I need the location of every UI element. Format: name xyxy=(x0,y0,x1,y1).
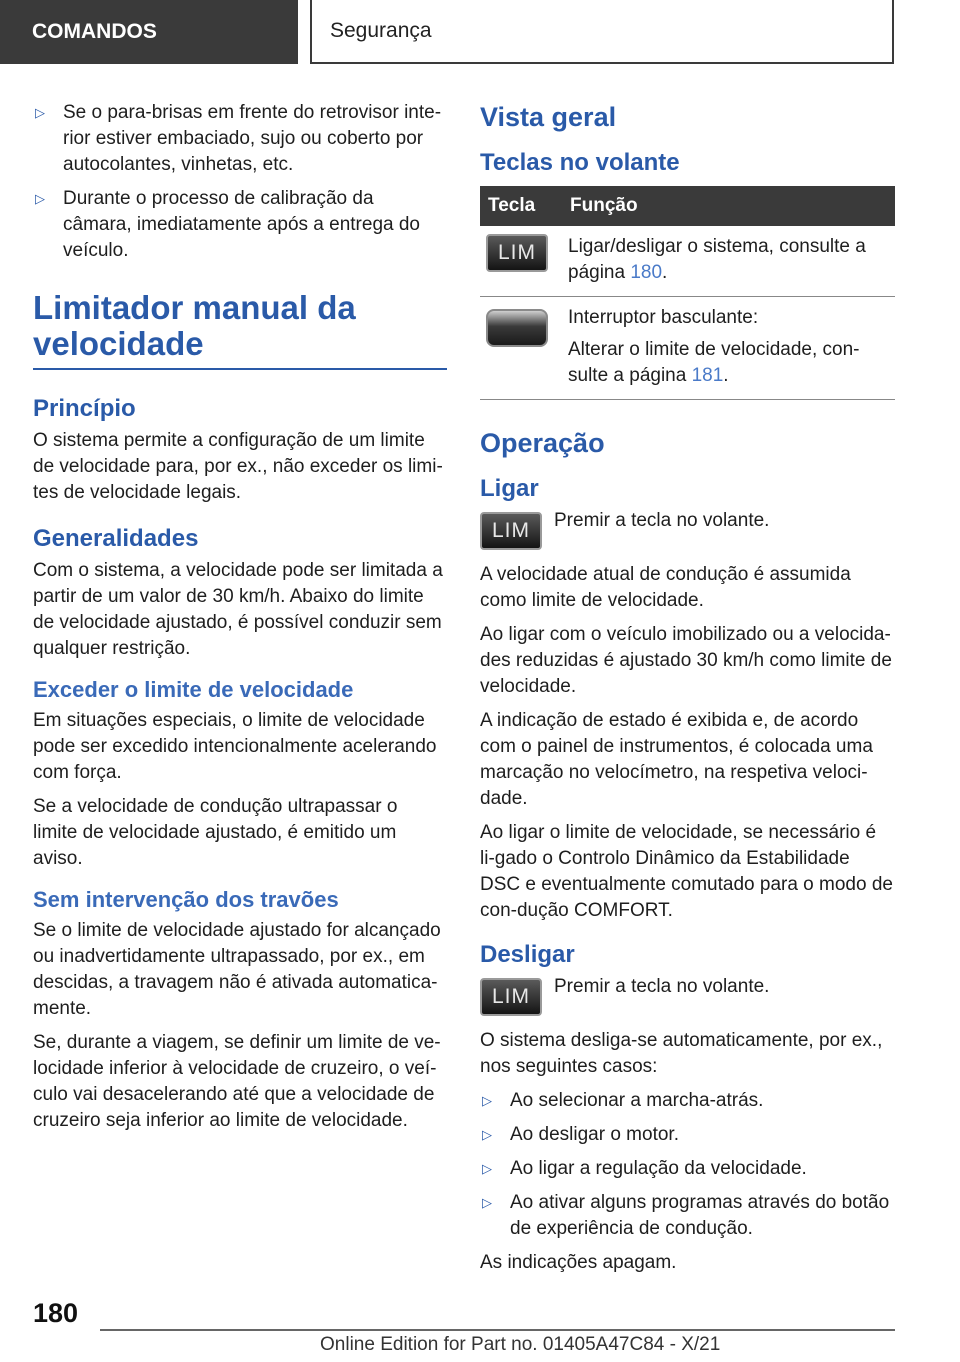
function-end: . xyxy=(662,262,668,283)
desligar-instruction xyxy=(480,974,895,1016)
ligar-text-3: A indicação de estado é exibida e, de acordo com o painel de instrumentos, é colocada uma marcação no velocímetro, na respetiva veloci-dade. xyxy=(480,710,873,809)
teclas-heading: Teclas no volante xyxy=(480,149,680,176)
exceder-text-2: Se a velocidade de condução ultrapassar o limite de velocidade ajustado, é emitido um aviso. xyxy=(33,796,398,869)
ligar-text-1: A velocidade atual de condução é assumida como limite de velocidade. xyxy=(480,564,851,611)
table-cell-icon xyxy=(480,297,562,400)
sem-travoes-text-1: Se o limite de velocidade ajustado for alcançado ou inadvertidamente ultrapassado, por ex., em descidas, a travagem não é ativada automatica-mente. xyxy=(33,920,441,1019)
list-item xyxy=(480,1088,895,1114)
desligar-text-1: O sistema desliga-se automaticamente, por ex., nos seguintes casos: xyxy=(480,1030,883,1077)
table-row xyxy=(480,297,895,400)
list-item-text: Ao ativar alguns programas através do botão de experiência de condução. xyxy=(510,1192,890,1239)
lim-button-icon: LIM xyxy=(480,978,542,1016)
function-text: Ligar/desligar o sistema, consulte a página xyxy=(568,236,866,283)
page-title: Limitador manual da velocidade xyxy=(33,289,356,362)
rocker-switch-icon xyxy=(486,309,548,347)
operacao-heading: Operação xyxy=(480,428,605,458)
vista-geral-heading: Vista geral xyxy=(480,102,617,132)
list-item-text: Ao desligar o motor. xyxy=(510,1124,679,1145)
lim-button-icon: LIM xyxy=(486,234,548,272)
desligar-heading: Desligar xyxy=(480,941,575,968)
right-column xyxy=(480,100,895,1284)
list-item xyxy=(33,100,447,178)
list-item-text: Durante o processo de calibração da câmara, imediatamente após a entrega do veículo. xyxy=(63,188,420,261)
list-item xyxy=(480,1190,895,1242)
chapter-tab xyxy=(0,0,298,64)
keys-table xyxy=(480,186,895,400)
ligar-text-2: Ao ligar com o veículo imobilizado ou a velocida-des reduzidas é ajustado 30 km/h como limite de velocidade. xyxy=(480,624,892,697)
generalidades-heading: Generalidades xyxy=(33,525,199,552)
list-item-text: Ao selecionar a marcha-atrás. xyxy=(510,1090,764,1111)
triangle-bullet-icon: ▷ xyxy=(482,1195,492,1210)
lim-button-icon: LIM xyxy=(480,512,542,550)
triangle-bullet-icon: ▷ xyxy=(482,1127,492,1142)
table-cell-function xyxy=(562,226,895,297)
left-column xyxy=(33,100,447,1142)
page-link[interactable]: 180 xyxy=(630,262,663,283)
column-header-funcao: Função xyxy=(562,186,895,226)
triangle-bullet-icon: ▷ xyxy=(482,1161,492,1176)
ligar-text-4: Ao ligar o limite de velocidade, se necessário é li-gado o Controlo Dinâmico da Estabilidade DSC e eventualmente comutado para o modo de con-dução COMFORT. xyxy=(480,822,893,921)
list-item xyxy=(480,1156,895,1182)
principio-heading: Princípio xyxy=(33,395,136,422)
principio-text: O sistema permite a configuração de um limite de velocidade para, por ex., não exceder os limi-tes de velocidade legais. xyxy=(33,430,443,503)
triangle-bullet-icon: ▷ xyxy=(35,191,45,206)
section-tab xyxy=(310,0,894,64)
exceder-heading: Exceder o limite de velocidade xyxy=(33,677,354,702)
list-item xyxy=(480,1122,895,1148)
ligar-instruction xyxy=(480,508,895,550)
desligar-instruction-text: Premir a tecla no volante. xyxy=(554,976,770,997)
ligar-instruction-text: Premir a tecla no volante. xyxy=(554,510,770,531)
table-cell-icon xyxy=(480,226,562,297)
generalidades-text: Com o sistema, a velocidade pode ser limitada a partir de um valor de 30 km/h. Abaixo do limite de velocidade ajustado, é possível conduzir sem qualquer restrição. xyxy=(33,560,443,659)
triangle-bullet-icon: ▷ xyxy=(35,105,45,120)
sem-travoes-text-2: Se, durante a viagem, se definir um limite de ve-locidade inferior à velocidade de cruzeiro, o veí-culo vai desacelerando até que a velocidade de cruzeiro seja inferior ao limite de velocidade. xyxy=(33,1032,441,1131)
desligar-text-2: As indicações apagam. xyxy=(480,1252,677,1273)
sem-travoes-heading: Sem intervenção dos travões xyxy=(33,887,339,912)
section-label: Segurança xyxy=(330,19,432,42)
footer-divider xyxy=(100,1329,895,1331)
table-row xyxy=(480,226,895,297)
function-text: Alterar o limite de velocidade, con-sulte a página xyxy=(568,339,860,386)
list-item-text: Ao ligar a regulação da velocidade. xyxy=(510,1158,807,1179)
footer-edition: Online Edition for Part no. 01405A47C84 - X/21 xyxy=(320,1334,721,1355)
chapter-title-block xyxy=(33,290,447,370)
list-item-text: Se o para-brisas em frente do retrovisor inte-rior estiver embaciado, sujo ou coberto por autocolantes, vinhetas, etc. xyxy=(63,102,442,175)
column-header-tecla: Tecla xyxy=(480,186,562,226)
page-link[interactable]: 181 xyxy=(691,365,724,386)
triangle-bullet-icon: ▷ xyxy=(482,1093,492,1108)
chapter-label: COMANDOS xyxy=(32,20,157,43)
function-end: . xyxy=(723,365,729,386)
table-cell-function xyxy=(562,297,895,400)
function-label: Interruptor basculante: xyxy=(568,307,759,328)
exceder-text-1: Em situações especiais, o limite de velocidade pode ser excedido intencionalmente acelerando com força. xyxy=(33,710,437,783)
list-item xyxy=(33,186,447,264)
table-header-row xyxy=(480,186,895,226)
page-number: 180 xyxy=(33,1298,79,1328)
ligar-heading: Ligar xyxy=(480,475,539,502)
